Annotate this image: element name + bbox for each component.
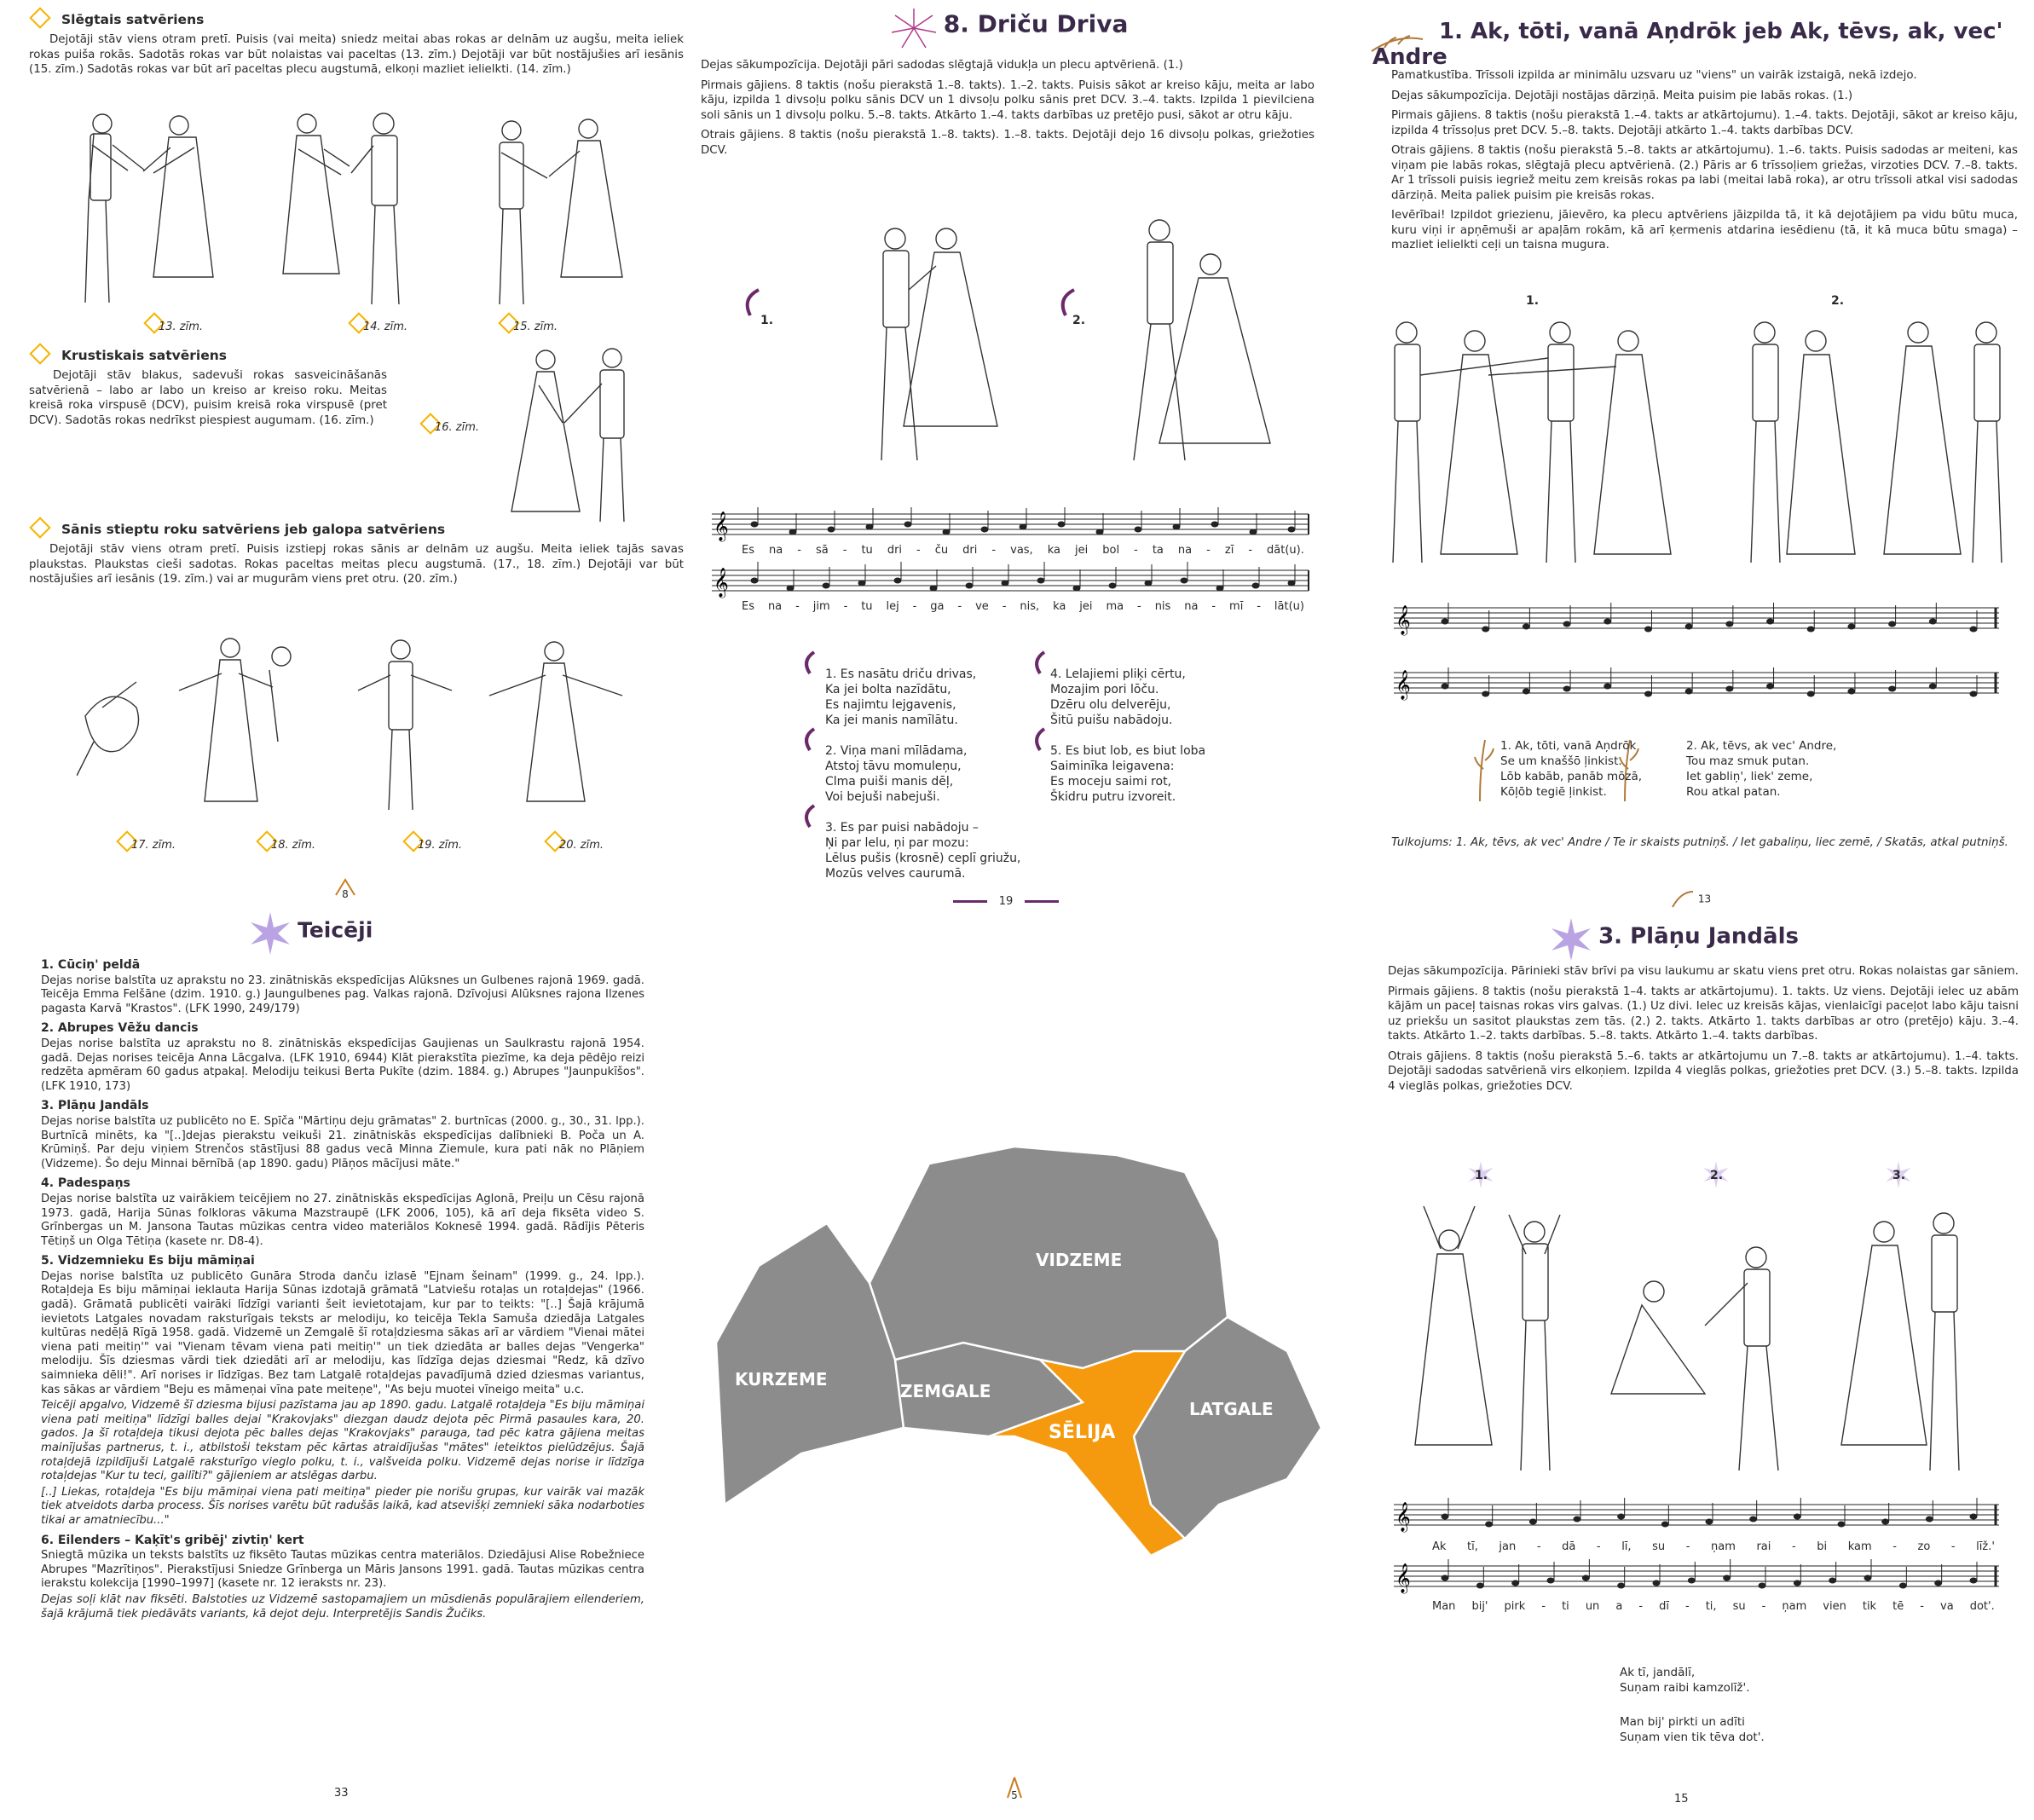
p15-lyrics_line2-syllable: - xyxy=(1541,1600,1546,1613)
note-head xyxy=(1288,581,1296,586)
p19-lyrics_line1-syllable: vas, xyxy=(1010,544,1033,557)
note-head xyxy=(1794,1514,1801,1520)
fig-2: 2. xyxy=(1710,1169,1723,1182)
note-head xyxy=(1563,621,1571,627)
fig-14: 14. zīm. xyxy=(358,317,402,333)
note-head xyxy=(1529,1519,1537,1525)
page-title: Teicēji xyxy=(247,910,373,956)
p15-lyrics_line2-syllable: un xyxy=(1585,1600,1600,1613)
p15-lyrics_line2-syllable: su xyxy=(1732,1600,1746,1613)
note-head xyxy=(1523,624,1530,630)
note-head xyxy=(904,522,912,528)
p15-lyrics_line1-syllable: - xyxy=(1791,1540,1796,1553)
p19-lyrics_line1-syllable: sā xyxy=(815,544,829,557)
informant-heading: 4. Padespaņs xyxy=(41,1176,130,1191)
note-head xyxy=(1252,583,1260,589)
p19-lyrics_line2-syllable: nis, xyxy=(1020,600,1040,613)
p15-lyrics_line2-syllable: ņam xyxy=(1782,1600,1807,1613)
verse-1: 1. Es nasātu driču drivas, Ka jei bolta nazīdātu, Es najimtu lejgavenis, Ka jei manis namīlātu. xyxy=(825,667,977,727)
note-head xyxy=(1442,1575,1449,1581)
note-head xyxy=(1970,1514,1978,1520)
p15-lyrics_line2-syllable: bij' xyxy=(1471,1600,1488,1613)
lyrics-row-1 xyxy=(1432,1540,1995,1553)
p19-lyrics_line2-syllable: tu xyxy=(861,600,873,613)
fig-16: 16. zīm. xyxy=(430,418,474,434)
note-head xyxy=(1109,583,1117,589)
note-head xyxy=(1617,1514,1625,1520)
note-head xyxy=(1685,624,1693,630)
p15-lyrics_line2-syllable: a xyxy=(1615,1600,1623,1613)
note-head xyxy=(1899,1583,1907,1589)
note-head xyxy=(1847,624,1855,630)
verse-5: 5. Es biut lob, es biut loba Saiminīka leigavena: Es moceju saimi rot, Škidru putru izvoreit. xyxy=(1050,744,1206,804)
page-title: 8. Driču Driva xyxy=(691,7,1326,49)
note-head xyxy=(1934,1580,1942,1586)
informant-heading: 2. Abrupes Vēžu dancis xyxy=(41,1021,199,1036)
note-head xyxy=(1807,691,1815,697)
basic-step: Pamatkustība. Trīssoli izpilda ar minimālu uzsvaru uz "viens" un vairāk izstaigā, nekā izdejo. xyxy=(1391,69,1917,82)
region-kurzeme xyxy=(716,1223,904,1505)
p19-lyrics_line2-syllable: ka xyxy=(1053,600,1066,613)
note-head xyxy=(1881,1519,1889,1525)
p19-lyrics_line2-syllable: ga xyxy=(930,600,945,613)
second-figure: Otrais gājiens. 8 taktis (nošu pierakstā 1.–8. takts). 1.–8. takts. Dejotāji dejo 16 divsoļu polkas, griežoties DCV. xyxy=(701,129,1315,157)
closed-grip-text: Dejotāji stāv viens otram pretī. Puisis (vai meita) sniedz meitai abas rokas ar delnām uz augšu, meita ieliek rokas puiša rokās. Sadotās rokas var būt nolaistas vai paceltas (13. zīm.) Dejotāji var būt nostājušies arī iesānis (15. zīm.) Sadotās rokas var būt arī paceltas plecu augstumā, elkoņi mazliet ielielkti. (14. zīm.) xyxy=(29,33,684,76)
p19-lyrics_line1-syllable: ta xyxy=(1152,544,1164,557)
note-head xyxy=(828,527,835,533)
note-head xyxy=(1970,627,1978,633)
verse-2: 2. Viņa mani mīlādama, Atstoj tāvu momuleņu, Clma puiši manis dēļ, Voi bejuši nabejuši. xyxy=(825,744,968,804)
p15-lyrics_line1-syllable: līž.' xyxy=(1976,1540,1995,1553)
note-head xyxy=(1604,684,1611,690)
informant-text: Dejas soļi klāt nav fiksēti. Balstoties uz Vidzemē sastopamajiem un mūsdienās populārajiem eilenderiem, šajā krājumā tiek piedāvāts variants, kā dejot deju. Interpretējis Sandis Žučiks. xyxy=(41,1592,644,1621)
p19-lyrics_line1-syllable: na xyxy=(769,544,783,557)
page-title: 3. Plāņu Jandāls xyxy=(1548,916,1799,962)
label-zemgale: ZEMGALE xyxy=(900,1381,991,1401)
fig-20: 20. zīm. xyxy=(554,835,598,852)
note-head xyxy=(1970,691,1978,697)
note-head xyxy=(1688,1578,1696,1584)
start-position: Dejas sākumpozīcija. Pārinieki stāv brīvi pa visu laukumu ar skatu viens pret otru. Rokas nolaistas gar sāniem. xyxy=(1388,965,2019,978)
p19-lyrics_line2-syllable: - xyxy=(1211,600,1216,613)
fig-13: 13. zīm. xyxy=(153,317,198,333)
note-head xyxy=(1644,627,1652,633)
note-head xyxy=(823,583,830,589)
fig-17: 17. zīm. xyxy=(126,835,170,852)
start-position: Dejas sākumpozīcija. Dejotāji pāri sadodas slēgtajā vidukļa un plecu aptvērienā. (1.) xyxy=(701,59,1183,72)
p19-lyrics_line1-syllable: na xyxy=(1177,544,1193,557)
note-head xyxy=(1807,627,1815,633)
p19-lyrics_line1-syllable: - xyxy=(797,544,801,557)
page-15 xyxy=(1347,916,2034,1820)
svg-text:𝄞: 𝄞 xyxy=(1395,1502,1411,1532)
p19-lyrics_line1-syllable: dri xyxy=(962,544,978,557)
second-figure: Otrais gājiens. 8 taktis (nošu pierakstā 5.–8. takts ar atkārtojumu). 1.–6. takts. Puisis sadodas ar meiteni, kas viņam pie labās rokas, slēgtajā plecu aptvērienā. (2.) Pāris ar 6 trīssoļiem griežas, virzoties DCV. 7.–8. takts. Ar 1 trīssoli puisis iegriež meitu zem kreisās rokas pa labi (meitai labā roka), ar otru trīssoli atkal visi sadodas dārziņā. Meita paliek puisim pie kreisās rokas. xyxy=(1391,144,2018,202)
svg-text:𝄞: 𝄞 xyxy=(714,511,729,541)
note-head xyxy=(789,529,797,535)
informant-text: Dejas norise balstīta uz vairākiem teicējiem no 27. zinātniskās ekspedīcijas Aglonā, Preiļu un Cēsu rajonā 1973. gadā, Harija Sūnas folkloras vākuma Mazstraupē (LFK 2006, 105), kā arī deja fiksēta video S. Grīnbergas un M. Jansona Tautas mūzikas centra video materiālos Koknesē 1994. gadā. Rādījis Pēteris Tētiņš un Olga Tētiņa (kasete nr. D8-4). xyxy=(41,1192,644,1248)
informant-text: Dejas norise balstīta uz publicēto Gunāra Stroda danču izlasē "Ejnam šeinam" (1999. g., 24. lpp.). Rotaļdeja Es biju māmiņai ieklauta Harija Sūnas izdotajā grāmatā "Latviešu rotaļas un rotaļdejas" (1966. gadā). Grāmatā publicēti vairāki līdzīgi varianti šeit ievietotajam, kur par to teikts: "[..] Šajā krājumā ievietots Latgales novadam raksturīgais teksts ar melodiju, ko teicēja Tekla Samuša dziedāja Latgales kultūras nedēļā Rīgā 1958. gadā. Vidzemē un Zemgalē šī rotaļdziesma sākas arī ar vārdiem "Vienai mātei viena pati meitiņ'" vai "Vienam tēvam viena pati meitiņ'" un tiek dziedāta ar balles dejas "Vengerka" melodiju. Šīs dziesmas vārdi tiek dziedāti arī ar melodiju, kas līdzīga dejas dziesmai "Redz, kā dzīvo saimnieka dēli!". Arī norises ir līdzīgas. Bez tam Latgalē rotaļdejas pavadījumā dzied dziesmas variantus, kas sākas ar vārdiem "Beju es māmeņai vīna pate meiteņe", "As beju muotei vīneigo meita" u.c. xyxy=(41,1269,644,1396)
label-vidzeme: VIDZEME xyxy=(1036,1250,1123,1270)
p15-lyrics_line1-syllable: Ak xyxy=(1432,1540,1447,1553)
note-head xyxy=(1617,1583,1625,1589)
p15-lyrics_line1-syllable: - xyxy=(1596,1540,1601,1553)
note-head xyxy=(1135,527,1142,533)
p15-lyrics_line2-syllable: tē xyxy=(1892,1600,1904,1613)
dance-illustrations xyxy=(1372,307,2020,571)
p19-lyrics_line2-syllable: - xyxy=(1002,600,1007,613)
second-figure: Otrais gājiens. 8 taktis (nošu pierakstā 5.–6. takts ar atkārtojumu un 7.–8. takts ar atkārtojumu). 1.–4. takts. Dejotāji sadodas satvērienā virs elkoņiem. Izpilda 4 vieglās polkas, griežoties pret DCV. (3.) 5.–8. takts. Izpilda 4 vieglās polkas, griežoties DCV. xyxy=(1388,1049,2019,1093)
verse-2: Man bij' pirkti un adīti Suņam vien tik tēva dot'. xyxy=(1620,1715,1765,1744)
p15-lyrics_line1-syllable: - xyxy=(1685,1540,1690,1553)
note-head xyxy=(1442,1514,1449,1520)
note-head xyxy=(1766,684,1774,690)
star-icon xyxy=(247,910,293,956)
note-head xyxy=(930,586,938,592)
note-head xyxy=(1547,1578,1555,1584)
note-head xyxy=(1888,686,1896,692)
p19-lyrics_line1-syllable: - xyxy=(916,544,921,557)
dance-illustrations xyxy=(1398,1198,2012,1479)
note-head xyxy=(1482,627,1489,633)
note-head xyxy=(866,524,874,530)
note-head xyxy=(1096,529,1104,535)
note: Ievērībai! Izpildot griezienu, jāievēro, ka plecu aptvēriens jāizpilda tā, it kā dejotājiem pa vidu būtu muca, kuru viņi ir apņēmuši ar apaļām rokām, kā arī ķermenis atdarina iesēdienu (tā, it kā muca būtu smaga) – mazliet ielielkti ceļi un taisna mugura. xyxy=(1391,209,2018,251)
first-figure: Pirmais gājiens. 8 taktis (nošu pierakstā 1.–4. takts ar atkārtojumu). 1.–4. takts. Dejotāji, sākot ar kreiso kāju, izpilda 4 trīssoļus pret DCV. 5.–8. takts. Dejotāji atkārto 1.–4. takts darbības DCV. xyxy=(1391,109,2018,137)
note-head xyxy=(1847,689,1855,695)
label-latgale: LATGALE xyxy=(1189,1399,1274,1419)
p19-lyrics_line1-syllable: dāt(u). xyxy=(1267,544,1304,557)
note-head xyxy=(1838,1522,1846,1528)
page-number-19: 19 xyxy=(946,895,1066,908)
dance-illustrations xyxy=(725,213,1304,477)
note-head xyxy=(894,578,902,584)
note-head xyxy=(858,581,866,586)
informant-heading: 3. Plāņu Jandāls xyxy=(41,1099,149,1113)
page-number-5: 5 xyxy=(1002,1776,1027,1815)
p19-lyrics_line2-syllable: mī xyxy=(1229,600,1244,613)
p19-lyrics_line1-syllable: - xyxy=(842,544,847,557)
p15-lyrics_line1-syllable: - xyxy=(1950,1540,1956,1553)
p19-lyrics_line1-syllable: - xyxy=(991,544,997,557)
p15-lyrics_line2-syllable: tik xyxy=(1862,1600,1877,1613)
ornament-icon xyxy=(1671,890,1695,909)
p15-lyrics_line2-syllable: dī xyxy=(1659,1600,1669,1613)
note-head xyxy=(1482,691,1489,697)
p15-lyrics_line2-syllable: ti xyxy=(1562,1600,1569,1613)
p15-lyrics_line1-syllable: jan xyxy=(1499,1540,1517,1553)
fig-19: 19. zīm. xyxy=(413,835,457,852)
p19-lyrics_line2-syllable: lāt(u) xyxy=(1274,600,1304,613)
note-head xyxy=(1250,529,1257,535)
note-head xyxy=(1002,581,1009,586)
diamond-icon xyxy=(29,7,50,28)
verse-3: 3. Es par puisi nabādoju – Ņi par lelu, ņi par mozu: Lēlus pušis (krosnē) ceplī griužu, Mozūs velves caurumā. xyxy=(825,821,1021,881)
diamond-icon xyxy=(29,517,50,538)
starburst-icon xyxy=(888,7,939,49)
page-13 xyxy=(1347,0,2034,916)
page-number-33: 33 xyxy=(334,1787,349,1800)
verse-1: 1. Ak, tōti, vanā Aņdrōk Se um knaššō ļinkist. Lōb kabāb, panāb mōzā, Kōļōb tegiē ļinkist. xyxy=(1500,739,1643,799)
note-head xyxy=(1563,686,1571,692)
note-head xyxy=(1723,1575,1731,1581)
p19-lyrics_line1-syllable: zī xyxy=(1224,544,1234,557)
lyrics-row-2 xyxy=(1432,1600,1995,1613)
p19-lyrics_line1-syllable: - xyxy=(1206,544,1211,557)
p15-lyrics_line1-syllable: dā xyxy=(1562,1540,1576,1553)
note-head xyxy=(787,586,795,592)
diamond-icon xyxy=(29,343,50,364)
p19-lyrics_line2-syllable: na xyxy=(767,600,783,613)
note-head xyxy=(1037,578,1045,584)
p15-lyrics_line1-syllable: tī, xyxy=(1467,1540,1478,1553)
p19-lyrics_line2-syllable: - xyxy=(843,600,848,613)
note-head xyxy=(1926,1517,1933,1522)
note-head xyxy=(1604,619,1611,625)
note-head xyxy=(1749,1517,1757,1522)
p15-lyrics_line1-syllable: zo xyxy=(1917,1540,1931,1553)
informant-text: Dejas norise balstīta uz aprakstu no 23. zinātniskās ekspedīcijas Alūksnes un Gulbenes rajonā 1969. gadā. Teicēja Emma Felšāne (dzim. 1910. g.) Jaungulbenes pag. Valkas rajonā. Dzīvojusi Alūksnes rajona Ilzenes pagasta Karvā "Krastos". (LFK 1990, 249/179) xyxy=(41,974,644,1015)
p15-lyrics_line1-syllable: lī, xyxy=(1621,1540,1632,1553)
sheet-music xyxy=(1394,1498,2008,1617)
informant-heading: 5. Vidzemnieku Es biju māmiņai xyxy=(41,1254,255,1268)
p19-lyrics_line1-syllable: tu xyxy=(861,544,873,557)
fig-1: 1. xyxy=(1475,1169,1488,1182)
p15-lyrics_line2-syllable: - xyxy=(1684,1600,1690,1613)
p19-lyrics_line1-syllable: dri xyxy=(887,544,903,557)
p19-lyrics_line2-syllable: - xyxy=(957,600,962,613)
star-icon xyxy=(1548,916,1594,962)
note-head xyxy=(1442,619,1449,625)
fig-3: 3. xyxy=(1892,1169,1905,1182)
note-head xyxy=(1288,527,1296,533)
page-19 xyxy=(691,0,1326,916)
p19-lyrics_line2-syllable: - xyxy=(1257,600,1261,613)
note-head xyxy=(1970,1578,1978,1584)
note-head xyxy=(1476,1583,1484,1589)
page-5 xyxy=(691,916,1347,1820)
informant-heading: 1. Cūciņ' peldā xyxy=(41,958,141,972)
p19-lyrics_line1-syllable: - xyxy=(1134,544,1138,557)
p19-lyrics_line2-syllable: Es xyxy=(742,600,754,613)
note-head xyxy=(1929,619,1937,625)
p15-lyrics_line2-syllable: - xyxy=(1638,1600,1644,1613)
figure-16 xyxy=(503,341,656,529)
p19-lyrics_line2-syllable: na xyxy=(1184,600,1199,613)
note-head xyxy=(943,529,951,535)
note-head xyxy=(1485,1522,1493,1528)
fig-18: 18. zīm. xyxy=(266,835,310,852)
note-head xyxy=(1058,522,1066,528)
p19-lyrics_line1-syllable: ka xyxy=(1047,544,1060,557)
figures-17-20 xyxy=(77,631,656,818)
note-head xyxy=(1829,1578,1836,1584)
p19-lyrics_line2-syllable: ve xyxy=(975,600,989,613)
note-head xyxy=(1523,689,1530,695)
note-head xyxy=(1181,578,1188,584)
p19-lyrics_line2-syllable: nis xyxy=(1154,600,1171,613)
note-head xyxy=(1145,581,1153,586)
label-selija: SĒLIJA xyxy=(1049,1422,1116,1443)
p19-lyrics_line2-syllable: - xyxy=(1137,600,1141,613)
p19-lyrics_line1-syllable: Es xyxy=(742,544,754,557)
svg-text:𝄞: 𝄞 xyxy=(1395,670,1411,700)
note-head xyxy=(1442,684,1449,690)
verse-4: 4. Lelajiemi pliķi cērtu, Mozajim pori lōču. Dzēru olu delverēju, Šitū puišu nabādoju. xyxy=(1050,667,1186,727)
page-33 xyxy=(0,910,691,1820)
fig-1: 1. xyxy=(760,314,774,327)
verse-markers xyxy=(784,648,1057,852)
p19-lyrics_line2-syllable: lej xyxy=(886,600,899,613)
note-head xyxy=(1511,1580,1519,1586)
page-8 xyxy=(0,0,691,912)
figures-13-15 xyxy=(68,107,665,328)
informant-text: Dejas norise balstīta uz publicēto no E. Spīča "Mārtiņu deju grāmatas" 2. burtnīcas (2000. g., 30., 31. lpp.). Burtnīcā minēts, ka "[..]dejas pierakstu veikuši 21. zinātniskās ekspedīcijas dalībnieki B. Poča un A. Krūmiņš. Par deju viņiem Strenčos stāstījusi 88 gadus vecā Minna Ziemule, kura pati nāk no Plāņiem (Vidzeme). Šo deju Minnai bērnībā (ap 1890. gadu) Plāņos mācījusi māte." xyxy=(41,1114,644,1170)
p15-lyrics_line2-syllable: pirk xyxy=(1504,1600,1526,1613)
p15-lyrics_line1-syllable: - xyxy=(1536,1540,1541,1553)
lyrics-row-2 xyxy=(742,600,1304,613)
page-title: 1. Ak, tōti, vanā Aņdrōk jeb Ak, tēvs, ak, vec' Andre xyxy=(1372,19,2029,70)
first-figure: Pirmais gājiens. 8 taktis (nošu pierakstā 1–4. takts ar atkārtojumu). 1. takts. Uz viens. Dejotāji ielec uz abām kājām un paceļ taisnas rokas virs galvas. (1.) Uz divi. Ielec uz kreisās kājas, vienlaicīgi paceļot labo kāju taisni uz priekšu un sasitot plaukstas zem tās. (2.) 2. takts. Atkārto 1. takts darbības ar otro (pretējo) kāju. 3.–4. takts. Atkārto 1.–2. takts darbības. 5.–8. takts. Atkārto 1.–4. takts darbības. xyxy=(1388,985,2019,1043)
page-number-8: 8 xyxy=(332,876,358,912)
cross-grip-text: Dejotāji stāv blakus, sadevuši rokas sasveicināšanās satvērienā – labo ar labo un kreiso ar kreiso roku. Meitas kreisā roka virspusē (DCV), puisim kreisā roka virspusē (pret DCV). Sadotās rokas nedrīkst piespiest augumam. (16. zīm.) xyxy=(29,369,387,427)
heading-galop-grip: Sānis stieptu roku satvēriens jeb galopa satvēriens xyxy=(29,522,684,537)
informant-text: Dejas norise balstīta uz aprakstu no 8. zinātniskās ekspedīcijas Gaujienas un Saulkrastu rajonā 1954. gadā. Dejas norises teicēja Anna Lācgalva. (LFK 1910, 6944) Klāt pierakstīta piezīme, ka deja pēdējo reizi redzēta apmēram 60 gadus atpakaļ. Melodiju teikusi Berta Pukīte (dzim. 1884. g.) Abrupes "Jaunpukīšos". (LFK 1910, 173) xyxy=(41,1037,644,1093)
galop-grip-text: Dejotāji stāv viens otram pretī. Puisis izstiepj rokas sānis ar delnām uz augšu. Meita ieliek tajās savas plaukstas. Plaukstas cieši sadotas. Rokas paceltas meitas plecu augstumā. (17., 18. zīm.) Dejotāji var būt nostājušies arī iesānis (19. zīm.) vai ar mugurām viens pret otru. (20. zīm.) xyxy=(29,543,684,586)
translation: Tulkojums: 1. Ak, tēvs, ak vec' Andre / Te ir skaists putniņš. / Iet gabaliņu, liec zemē, / Skatās, atkal putniņš. xyxy=(1391,836,2008,849)
note-head xyxy=(981,527,989,533)
note-head xyxy=(1794,1580,1801,1586)
heading-closed-grip: Slēgtais satvēriens xyxy=(29,12,684,27)
p15-lyrics_line2-syllable: ti, xyxy=(1705,1600,1717,1613)
informants-list xyxy=(41,953,644,1623)
p15-lyrics_line2-syllable: Man xyxy=(1432,1600,1456,1613)
p19-lyrics_line1-syllable: bol xyxy=(1102,544,1120,557)
first-figure: Pirmais gājiens. 8 taktis (nošu pierakstā 1.–8. takts). 1.–2. takts. Puisis sākot ar kreiso kāju, meita ar labo kāju, izpilda 1 divsoļu polku sānis DCV un 1 divsoļu polku sānis pret DCV. 3.–4. takts. Izpilda 1 pievilciena soli sānis un 1 divsoļu polku. 5.–8. takts. Atkārto 1.–4. takts darbības uz pretējo pusi, sākot ar otru kāju. xyxy=(701,78,1315,122)
note-head xyxy=(1759,1583,1766,1589)
svg-text:𝄞: 𝄞 xyxy=(1395,605,1411,635)
informant-text: Teicēji apgalvo, Vidzemē šī dziesma bijusi pazīstama jau ap 1890. gadu. Latgalē rotaļdeja "Es biju māmiņai viena pati meitiņa" līdzīgi balles dejai "Krakovjaks" diezgan daudz dejota pēc Pirmā pasaules kara, 20. gados. Ja šī rotaļdeja tikusi dejota pēc balles dejas "Krakovjaks" parauga, tad pēc katra gājiena meitas mainījušas partnerus, t. i., atbilstoši tekstam pēc kārtas atraidījušas "mātes" ieteiktos pielūdzējus. Šajā rotaļdejā izpildījuši Latgalē raksturīgo vieglo polku, t. i., valšveida polku. Vidzemē dejas norise ir līdzīga rotaļdejas "Kur tu teci, gailīti?" gājieniem ar atslēgas darbu. xyxy=(41,1399,644,1483)
fig-1: 1. xyxy=(1526,294,1540,308)
note-head xyxy=(1582,1575,1590,1581)
informant-text: [..] Liekas, rotaļdeja "Es biju māmiņai viena pati meitiņa" pieder pie norišu grupas, kur vairāk vai mazāk tiek atveidots darba process. Šīs norises varētu būt radušās laikā, kad atsevišķi zemnieki sāka nodarboties tikai ar amatniecību..." xyxy=(41,1485,644,1527)
p19-lyrics_line2-syllable: ma xyxy=(1106,600,1124,613)
p15-lyrics_line1-syllable: kam xyxy=(1847,1540,1872,1553)
p19-lyrics_line2-syllable: jim xyxy=(812,600,830,613)
note-head xyxy=(966,583,974,589)
p15-lyrics_line1-syllable: - xyxy=(1892,1540,1897,1553)
p15-lyrics_line1-syllable: ņam xyxy=(1711,1540,1736,1553)
p15-lyrics_line2-syllable: va xyxy=(1940,1600,1954,1613)
p15-lyrics_line1-syllable: rai xyxy=(1756,1540,1771,1553)
note-head xyxy=(1216,586,1224,592)
note-head xyxy=(1211,522,1219,528)
note-head xyxy=(1725,621,1733,627)
verse-1: Ak tī, jandālī, Suņam raibi kamzolīž'. xyxy=(1620,1666,1750,1695)
note-head xyxy=(751,522,759,528)
heading-cross-grip: Krustiskais satvēriens xyxy=(29,348,387,363)
note-head xyxy=(1073,586,1081,592)
p15-lyrics_line2-syllable: - xyxy=(1920,1600,1924,1613)
start-position: Dejas sākumpozīcija. Dejotāji nostājas dārziņā. Meita puisim pie labās rokas. (1.) xyxy=(1391,89,1853,102)
fig-2: 2. xyxy=(1072,314,1086,327)
p15-lyrics_line2-syllable: vien xyxy=(1823,1600,1846,1613)
note-head xyxy=(1706,1519,1713,1525)
p19-lyrics_line2-syllable: - xyxy=(912,600,917,613)
sheet-music xyxy=(1394,601,2008,712)
p15-lyrics_line1-syllable: su xyxy=(1652,1540,1666,1553)
p19-lyrics_line1-syllable: jei xyxy=(1075,544,1089,557)
note-head xyxy=(751,578,759,584)
label-kurzeme: KURZEME xyxy=(735,1369,828,1390)
note-head xyxy=(1661,1522,1669,1528)
note-head xyxy=(1685,689,1693,695)
lyrics-row-1 xyxy=(742,544,1304,557)
p19-lyrics_line2-syllable: jei xyxy=(1079,600,1093,613)
note-head xyxy=(1644,691,1652,697)
fig-2: 2. xyxy=(1831,294,1845,308)
svg-text:𝄞: 𝄞 xyxy=(714,568,729,598)
note-head xyxy=(1725,686,1733,692)
informant-heading: 6. Eilenders – Kaķīt's gribēj' zivtiņ' kert xyxy=(41,1533,304,1547)
note-head xyxy=(1864,1575,1872,1581)
p15-lyrics_line2-syllable: dot'. xyxy=(1969,1600,1995,1613)
p15-lyrics_line2-syllable: - xyxy=(1761,1600,1766,1613)
page-number-13: 13 xyxy=(1671,890,1711,909)
note-head xyxy=(1173,524,1181,530)
note-head xyxy=(1653,1580,1661,1586)
p19-lyrics_line1-syllable: - xyxy=(1248,544,1253,557)
note-head xyxy=(1929,684,1937,690)
wheat-icon xyxy=(1367,26,1427,60)
p19-lyrics_line2-syllable: - xyxy=(795,600,800,613)
page-number-15: 15 xyxy=(1674,1793,1689,1806)
fig-15: 15. zīm. xyxy=(508,317,552,333)
informant-text: Sniegtā mūzika un teksts balstīts uz fiksēto Tautas mūzikas centra materiālos. Dziedājusi Alise Robežniece Abrupes "Mazrītiņos". Pierakstījusi Sniedze Grīnberga un Māris Jansons 1991. gadā. Tautas mūzikas centra ierakstu kolekcija [1990–1997] (kasete nr. 12 ieraksts nr. 23). xyxy=(41,1549,644,1591)
note-head xyxy=(1574,1517,1581,1522)
note-head xyxy=(1766,619,1774,625)
note-head xyxy=(1020,524,1027,530)
p15-lyrics_line1-syllable: bi xyxy=(1817,1540,1828,1553)
p19-lyrics_line1-syllable: ču xyxy=(934,544,949,557)
note-head xyxy=(1888,621,1896,627)
verse-2: 2. Ak, tēvs, ak vec' Andre, Tou maz smuk putan. Iet gabliņ', liek' zeme, Rou atkal patan. xyxy=(1686,739,1837,799)
latvia-map xyxy=(708,1147,1330,1598)
svg-text:𝄞: 𝄞 xyxy=(1395,1563,1411,1593)
